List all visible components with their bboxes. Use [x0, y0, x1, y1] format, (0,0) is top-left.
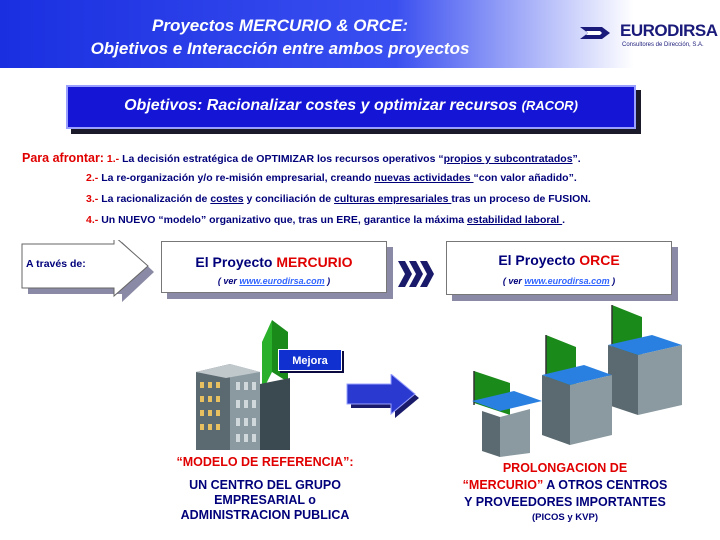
ver-open: ( ver	[217, 276, 240, 286]
orce-link-line	[447, 276, 671, 286]
left-caption-title: “MODELO DE REFERENCIA”:	[176, 455, 354, 469]
item-underlined: nuevas actividades	[374, 172, 474, 184]
logo-subtitle: Consultores de Dirección, S.A.	[622, 42, 704, 48]
mercurio-quote: “MERCURIO”	[462, 478, 544, 492]
multiple-buildings-icon	[462, 305, 702, 457]
left-caption-line-2: EMPRESARIAL o	[214, 493, 316, 507]
otros-centros: A OTROS CENTROS	[543, 478, 668, 492]
mercurio-title	[162, 254, 386, 270]
right-caption-line-2	[430, 477, 700, 494]
afrontar-item-2	[86, 172, 577, 184]
page-title	[60, 14, 500, 60]
item-text: Un NUEVO “modelo” organizativo que, tras un ERE, garantice la máxima	[101, 214, 468, 226]
item-text: La racionalización de	[101, 193, 211, 205]
right-caption-line-1: PROLONGACION DE	[502, 461, 628, 475]
item-text-end: tras un proceso de FUSION.	[451, 193, 591, 205]
ver-open: ( ver	[502, 276, 525, 286]
mercurio-name: MERCURIO	[276, 254, 353, 270]
mercurio-link-line	[162, 276, 386, 286]
left-caption-line-1: UN CENTRO DEL GRUPO	[189, 478, 341, 492]
title-line-2: Objetivos e Interacción entre ambos proyectos	[90, 39, 470, 58]
ver-close: )	[609, 276, 616, 286]
objectives-text	[68, 97, 634, 115]
objectives-box	[66, 85, 636, 129]
orce-link[interactable]: www.eurodirsa.com	[524, 276, 610, 286]
item-underlined: estabilidad laboral	[467, 214, 563, 226]
item-number: 2.-	[86, 172, 99, 184]
afrontar-item-3	[86, 193, 591, 205]
orce-box	[446, 241, 672, 295]
item-text: La re-organización y/o re-misión empresarial, creando	[101, 172, 375, 184]
logo-name: EURODIRSA	[620, 21, 718, 40]
item-text-end: ”.	[572, 153, 581, 165]
header-banner	[0, 0, 720, 68]
item-underlined-2: culturas empresariales	[334, 193, 452, 205]
orce-title	[447, 252, 671, 268]
afrontar-label: Para afrontar:	[22, 151, 104, 165]
item-underlined: costes	[210, 193, 244, 205]
eurodirsa-logo-icon	[578, 24, 612, 42]
objectives-main: Objetivos: Racionalizar costes y optimizar recursos	[124, 97, 518, 114]
chevron-right-icon	[420, 261, 434, 287]
item-text: La decisión estratégica de OPTIMIZAR los recursos operativos “	[122, 153, 444, 165]
item-text-end: .	[562, 214, 566, 226]
objectives-abbr: (RACOR)	[521, 98, 578, 113]
right-caption-line-3: Y PROVEEDORES IMPORTANTES	[464, 495, 666, 509]
item-text-end: “con valor añadido”.	[473, 172, 577, 184]
right-caption	[430, 460, 700, 524]
orce-name: ORCE	[579, 252, 620, 268]
item-number: 1.-	[106, 153, 120, 165]
mercurio-prefix: El Proyecto	[195, 254, 277, 270]
title-line-1: Proyectos MERCURIO & ORCE:	[152, 16, 408, 35]
ver-close: )	[324, 276, 331, 286]
item-text-mid: y conciliación de	[243, 193, 335, 205]
item-number: 3.-	[86, 193, 99, 205]
mejora-label: Mejora	[278, 349, 342, 371]
left-caption-body	[150, 478, 380, 523]
item-number: 4.-	[86, 214, 99, 226]
orce-prefix: El Proyecto	[498, 252, 580, 268]
traves-arrow-shape	[14, 240, 160, 304]
traves-label: A través de:	[26, 258, 86, 270]
item-underlined: propios y subcontratados	[443, 153, 573, 165]
left-caption-line-3: ADMINISTRACION PUBLICA	[180, 508, 350, 522]
mercurio-link[interactable]: www.eurodirsa.com	[239, 276, 325, 286]
afrontar-item-4	[86, 214, 565, 226]
afrontar-item-1	[22, 151, 581, 165]
arrow-right-icon	[345, 374, 425, 424]
mercurio-box	[161, 241, 387, 293]
right-caption-line-4: (PICOS y KVP)	[532, 512, 598, 523]
office-building-icon	[190, 312, 350, 452]
